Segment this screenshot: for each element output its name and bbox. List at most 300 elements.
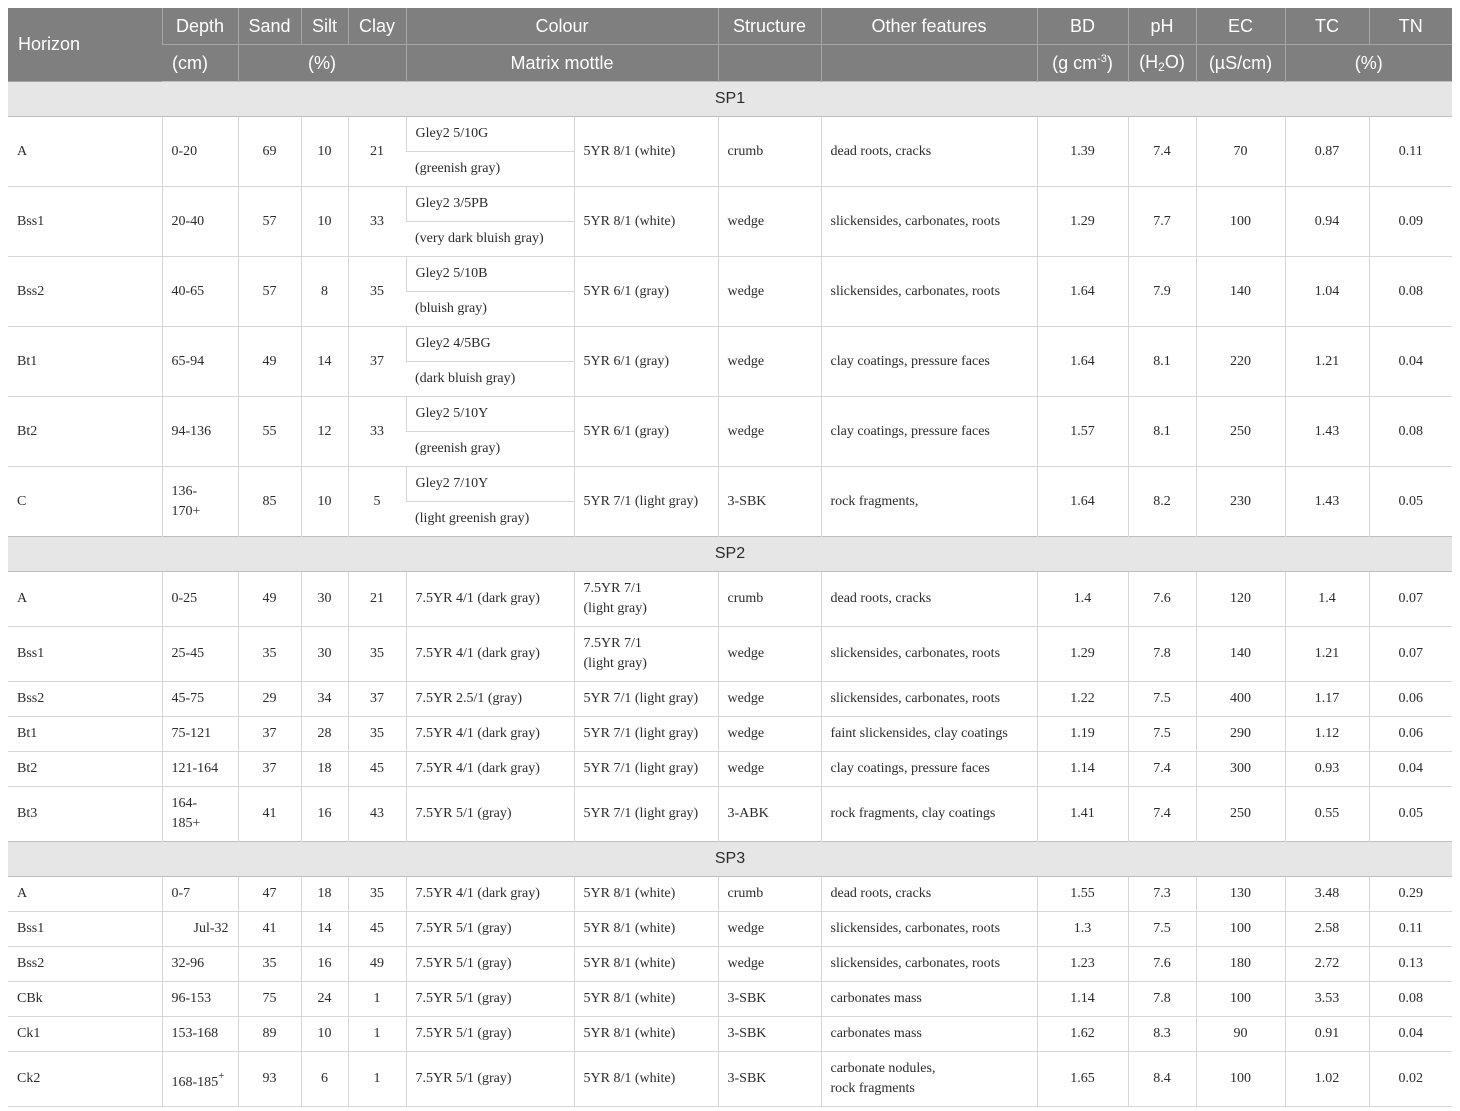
cell-tc: 1.17 xyxy=(1285,682,1369,717)
cell-mottle: 5YR 8/1 (white) xyxy=(574,912,718,947)
cell-ec: 230 xyxy=(1196,467,1285,537)
cell-other: clay coatings, pressure faces xyxy=(821,752,1037,787)
cell-mottle: 5YR 6/1 (gray) xyxy=(574,257,718,327)
cell-structure: 3-SBK xyxy=(718,467,821,537)
cell-tn: 0.07 xyxy=(1369,572,1452,627)
cell-sand: 35 xyxy=(238,627,301,682)
cell-matrix: 7.5YR 5/1 (gray) xyxy=(406,1017,574,1052)
cell-structure: crumb xyxy=(718,117,821,187)
header-ph: pH xyxy=(1128,8,1196,45)
header-colour: Colour xyxy=(406,8,718,45)
cell-mottle: 5YR 8/1 (white) xyxy=(574,947,718,982)
cell-silt: 16 xyxy=(301,787,348,842)
cell-tn: 0.08 xyxy=(1369,397,1452,467)
cell-bd: 1.22 xyxy=(1037,682,1128,717)
cell-mottle: 5YR 8/1 (white) xyxy=(574,982,718,1017)
cell-other: rock fragments, xyxy=(821,467,1037,537)
cell-other: faint slickensides, clay coatings xyxy=(821,717,1037,752)
cell-horizon: Bt1 xyxy=(8,327,162,397)
cell-tn: 0.11 xyxy=(1369,912,1452,947)
cell-clay: 35 xyxy=(348,877,406,912)
cell-matrix-name: (bluish gray) xyxy=(406,292,574,327)
cell-clay: 5 xyxy=(348,467,406,537)
cell-clay: 43 xyxy=(348,787,406,842)
cell-ec: 250 xyxy=(1196,397,1285,467)
cell-other: slickensides, carbonates, roots xyxy=(821,187,1037,257)
header-texture-unit: (%) xyxy=(238,45,406,82)
section-row-sp1 xyxy=(8,82,1452,117)
soil-properties-table xyxy=(8,8,1452,1107)
cell-tn: 0.06 xyxy=(1369,717,1452,752)
cell-clay: 33 xyxy=(348,397,406,467)
cell-mottle: 7.5YR 7/1 (light gray) xyxy=(574,627,718,682)
cell-ph: 7.3 xyxy=(1128,877,1196,912)
cell-ec: 140 xyxy=(1196,627,1285,682)
cell-other: rock fragments, clay coatings xyxy=(821,787,1037,842)
header-tctn-unit: (%) xyxy=(1285,45,1452,82)
cell-silt: 6 xyxy=(301,1052,348,1107)
cell-tc: 0.91 xyxy=(1285,1017,1369,1052)
cell-tn: 0.04 xyxy=(1369,327,1452,397)
cell-tc: 2.72 xyxy=(1285,947,1369,982)
cell-tn: 0.13 xyxy=(1369,947,1452,982)
cell-mottle: 5YR 8/1 (white) xyxy=(574,1017,718,1052)
cell-matrix-code: Gley2 3/5PB xyxy=(406,187,574,222)
table-row xyxy=(8,397,1452,432)
cell-bd: 1.3 xyxy=(1037,912,1128,947)
cell-horizon: C xyxy=(8,467,162,537)
cell-depth: 75-121 xyxy=(162,717,238,752)
cell-clay: 21 xyxy=(348,572,406,627)
section-label: SP1 xyxy=(8,82,1452,117)
cell-mottle: 5YR 7/1 (light gray) xyxy=(574,752,718,787)
header-clay: Clay xyxy=(348,8,406,45)
cell-bd: 1.4 xyxy=(1037,572,1128,627)
cell-structure: wedge xyxy=(718,717,821,752)
cell-depth: 164- 185+ xyxy=(162,787,238,842)
cell-silt: 10 xyxy=(301,467,348,537)
cell-mottle: 5YR 7/1 (light gray) xyxy=(574,682,718,717)
cell-mottle: 5YR 8/1 (white) xyxy=(574,877,718,912)
header-horizon: Horizon xyxy=(8,8,162,82)
cell-silt: 34 xyxy=(301,682,348,717)
cell-structure: wedge xyxy=(718,947,821,982)
cell-matrix-name: (greenish gray) xyxy=(406,152,574,187)
cell-tc: 1.4 xyxy=(1285,572,1369,627)
table-row xyxy=(8,1052,1452,1107)
cell-clay: 1 xyxy=(348,1052,406,1107)
table-row xyxy=(8,117,1452,152)
cell-horizon: CBk xyxy=(8,982,162,1017)
cell-sand: 29 xyxy=(238,682,301,717)
cell-tc: 1.43 xyxy=(1285,467,1369,537)
table-row xyxy=(8,187,1452,222)
cell-depth: 0-25 xyxy=(162,572,238,627)
cell-sand: 41 xyxy=(238,912,301,947)
cell-tn: 0.08 xyxy=(1369,257,1452,327)
header-other-features: Other features xyxy=(821,8,1037,45)
cell-sand: 57 xyxy=(238,257,301,327)
cell-mottle: 5YR 7/1 (light gray) xyxy=(574,467,718,537)
section-label: SP2 xyxy=(8,537,1452,572)
header-depth-unit: (cm) xyxy=(162,45,238,82)
cell-clay: 35 xyxy=(348,257,406,327)
header-ec-unit: (µS/cm) xyxy=(1196,45,1285,82)
cell-tc: 1.43 xyxy=(1285,397,1369,467)
cell-ec: 290 xyxy=(1196,717,1285,752)
table-container xyxy=(8,8,1452,1107)
cell-tc: 1.12 xyxy=(1285,717,1369,752)
cell-tn: 0.29 xyxy=(1369,877,1452,912)
cell-tc: 2.58 xyxy=(1285,912,1369,947)
cell-matrix-code: Gley2 5/10B xyxy=(406,257,574,292)
cell-tc: 3.53 xyxy=(1285,982,1369,1017)
cell-matrix: 7.5YR 4/1 (dark gray) xyxy=(406,627,574,682)
cell-sand: 55 xyxy=(238,397,301,467)
cell-ph: 7.6 xyxy=(1128,572,1196,627)
cell-other: carbonates mass xyxy=(821,982,1037,1017)
cell-clay: 1 xyxy=(348,982,406,1017)
header-structure-blank xyxy=(718,45,821,82)
table-row xyxy=(8,982,1452,1017)
cell-horizon: A xyxy=(8,572,162,627)
cell-ph: 7.6 xyxy=(1128,947,1196,982)
cell-tn: 0.04 xyxy=(1369,752,1452,787)
cell-ph: 8.2 xyxy=(1128,467,1196,537)
cell-clay: 35 xyxy=(348,627,406,682)
header-other-blank xyxy=(821,45,1037,82)
table-header xyxy=(8,8,1452,82)
cell-clay: 37 xyxy=(348,682,406,717)
cell-silt: 18 xyxy=(301,877,348,912)
cell-clay: 45 xyxy=(348,752,406,787)
cell-other: slickensides, carbonates, roots xyxy=(821,682,1037,717)
cell-other: dead roots, cracks xyxy=(821,117,1037,187)
cell-bd: 1.14 xyxy=(1037,982,1128,1017)
cell-silt: 10 xyxy=(301,117,348,187)
cell-silt: 30 xyxy=(301,627,348,682)
cell-ph: 7.8 xyxy=(1128,982,1196,1017)
cell-sand: 69 xyxy=(238,117,301,187)
cell-bd: 1.64 xyxy=(1037,327,1128,397)
cell-ec: 130 xyxy=(1196,877,1285,912)
cell-clay: 37 xyxy=(348,327,406,397)
cell-depth: 32-96 xyxy=(162,947,238,982)
cell-ec: 100 xyxy=(1196,912,1285,947)
header-structure: Structure xyxy=(718,8,821,45)
cell-matrix-code: Gley2 4/5BG xyxy=(406,327,574,362)
cell-horizon: A xyxy=(8,877,162,912)
cell-sand: 49 xyxy=(238,327,301,397)
cell-horizon: A xyxy=(8,117,162,187)
cell-ph: 7.5 xyxy=(1128,717,1196,752)
cell-bd: 1.64 xyxy=(1037,467,1128,537)
cell-mottle: 5YR 8/1 (white) xyxy=(574,117,718,187)
cell-ec: 90 xyxy=(1196,1017,1285,1052)
cell-matrix: 7.5YR 5/1 (gray) xyxy=(406,912,574,947)
cell-depth: Jul-32 xyxy=(162,912,238,947)
table-row xyxy=(8,627,1452,682)
cell-matrix-name: (greenish gray) xyxy=(406,432,574,467)
cell-depth: 0-20 xyxy=(162,117,238,187)
cell-matrix: 7.5YR 2.5/1 (gray) xyxy=(406,682,574,717)
table-row xyxy=(8,787,1452,842)
cell-bd: 1.57 xyxy=(1037,397,1128,467)
cell-ph: 7.8 xyxy=(1128,627,1196,682)
cell-ec: 100 xyxy=(1196,1052,1285,1107)
cell-structure: crumb xyxy=(718,877,821,912)
cell-other: slickensides, carbonates, roots xyxy=(821,912,1037,947)
table-row xyxy=(8,327,1452,362)
cell-sand: 41 xyxy=(238,787,301,842)
section-row-sp3 xyxy=(8,842,1452,877)
cell-depth: 25-45 xyxy=(162,627,238,682)
cell-tn: 0.05 xyxy=(1369,787,1452,842)
cell-structure: wedge xyxy=(718,627,821,682)
cell-mottle: 5YR 8/1 (white) xyxy=(574,1052,718,1107)
cell-silt: 10 xyxy=(301,187,348,257)
cell-other: slickensides, carbonates, roots xyxy=(821,947,1037,982)
cell-sand: 35 xyxy=(238,947,301,982)
cell-ph: 7.5 xyxy=(1128,912,1196,947)
cell-bd: 1.23 xyxy=(1037,947,1128,982)
cell-structure: wedge xyxy=(718,187,821,257)
cell-other: carbonate nodules, rock fragments xyxy=(821,1052,1037,1107)
cell-matrix-code: Gley2 5/10Y xyxy=(406,397,574,432)
cell-structure: 3-SBK xyxy=(718,982,821,1017)
cell-clay: 1 xyxy=(348,1017,406,1052)
cell-ec: 300 xyxy=(1196,752,1285,787)
header-ph-unit: $(H_2O)$ xyxy=(1128,45,1196,82)
cell-bd: 1.64 xyxy=(1037,257,1128,327)
cell-silt: 8 xyxy=(301,257,348,327)
cell-matrix-name: (dark bluish gray) xyxy=(406,362,574,397)
cell-sand: 57 xyxy=(238,187,301,257)
cell-ec: 180 xyxy=(1196,947,1285,982)
header-ec: EC xyxy=(1196,8,1285,45)
cell-depth: 168-185+ xyxy=(162,1052,238,1107)
cell-ec: 100 xyxy=(1196,187,1285,257)
header-bd-unit: (g $cm^{-3}$) xyxy=(1037,45,1128,82)
cell-bd: 1.39 xyxy=(1037,117,1128,187)
cell-horizon: Ck1 xyxy=(8,1017,162,1052)
cell-silt: 14 xyxy=(301,327,348,397)
cell-ec: 400 xyxy=(1196,682,1285,717)
cell-matrix-code: Gley2 5/10G xyxy=(406,117,574,152)
cell-depth: 153-168 xyxy=(162,1017,238,1052)
cell-sand: 89 xyxy=(238,1017,301,1052)
cell-depth: 45-75 xyxy=(162,682,238,717)
table-body xyxy=(8,82,1452,1107)
cell-depth: 94-136 xyxy=(162,397,238,467)
cell-tn: 0.11 xyxy=(1369,117,1452,187)
table-row xyxy=(8,682,1452,717)
cell-bd: 1.55 xyxy=(1037,877,1128,912)
table-row xyxy=(8,717,1452,752)
table-row xyxy=(8,947,1452,982)
header-silt: Silt xyxy=(301,8,348,45)
cell-silt: 30 xyxy=(301,572,348,627)
cell-sand: 47 xyxy=(238,877,301,912)
cell-ph: 7.9 xyxy=(1128,257,1196,327)
cell-sand: 93 xyxy=(238,1052,301,1107)
cell-tc: 0.55 xyxy=(1285,787,1369,842)
cell-ec: 220 xyxy=(1196,327,1285,397)
cell-bd: 1.29 xyxy=(1037,187,1128,257)
cell-matrix-code: Gley2 7/10Y xyxy=(406,467,574,502)
cell-silt: 24 xyxy=(301,982,348,1017)
cell-sand: 37 xyxy=(238,717,301,752)
table-row xyxy=(8,912,1452,947)
cell-tc: 0.87 xyxy=(1285,117,1369,187)
cell-matrix: 7.5YR 4/1 (dark gray) xyxy=(406,752,574,787)
cell-tn: 0.08 xyxy=(1369,982,1452,1017)
cell-ec: 250 xyxy=(1196,787,1285,842)
cell-other: clay coatings, pressure faces xyxy=(821,327,1037,397)
cell-horizon: Bt1 xyxy=(8,717,162,752)
cell-ph: 8.1 xyxy=(1128,327,1196,397)
cell-ec: 100 xyxy=(1196,982,1285,1017)
cell-tn: 0.02 xyxy=(1369,1052,1452,1107)
cell-bd: 1.29 xyxy=(1037,627,1128,682)
cell-sand: 49 xyxy=(238,572,301,627)
cell-sand: 85 xyxy=(238,467,301,537)
cell-ph: 8.1 xyxy=(1128,397,1196,467)
cell-other: dead roots, cracks xyxy=(821,572,1037,627)
cell-horizon: Bss2 xyxy=(8,257,162,327)
cell-horizon: Bss1 xyxy=(8,912,162,947)
cell-tn: 0.05 xyxy=(1369,467,1452,537)
cell-depth: 121-164 xyxy=(162,752,238,787)
cell-matrix: 7.5YR 5/1 (gray) xyxy=(406,947,574,982)
cell-bd: 1.65 xyxy=(1037,1052,1128,1107)
cell-silt: 12 xyxy=(301,397,348,467)
cell-tn: 0.04 xyxy=(1369,1017,1452,1052)
cell-clay: 45 xyxy=(348,912,406,947)
cell-mottle: 5YR 6/1 (gray) xyxy=(574,327,718,397)
cell-matrix: 7.5YR 5/1 (gray) xyxy=(406,1052,574,1107)
cell-silt: 14 xyxy=(301,912,348,947)
cell-bd: 1.41 xyxy=(1037,787,1128,842)
cell-mottle: 7.5YR 7/1 (light gray) xyxy=(574,572,718,627)
cell-ph: 7.7 xyxy=(1128,187,1196,257)
header-tc: TC xyxy=(1285,8,1369,45)
cell-matrix: 7.5YR 5/1 (gray) xyxy=(406,982,574,1017)
cell-horizon: Bss2 xyxy=(8,682,162,717)
cell-tn: 0.09 xyxy=(1369,187,1452,257)
cell-sand: 75 xyxy=(238,982,301,1017)
cell-structure: wedge xyxy=(718,397,821,467)
cell-tc: 1.21 xyxy=(1285,327,1369,397)
cell-structure: 3-ABK xyxy=(718,787,821,842)
cell-depth: 65-94 xyxy=(162,327,238,397)
cell-matrix: 7.5YR 4/1 (dark gray) xyxy=(406,877,574,912)
cell-bd: 1.14 xyxy=(1037,752,1128,787)
cell-depth: 20-40 xyxy=(162,187,238,257)
cell-structure: wedge xyxy=(718,752,821,787)
cell-tc: 3.48 xyxy=(1285,877,1369,912)
cell-structure: crumb xyxy=(718,572,821,627)
cell-tc: 1.21 xyxy=(1285,627,1369,682)
cell-matrix: 7.5YR 5/1 (gray) xyxy=(406,787,574,842)
cell-ph: 7.4 xyxy=(1128,787,1196,842)
cell-tc: 1.02 xyxy=(1285,1052,1369,1107)
cell-ph: 8.4 xyxy=(1128,1052,1196,1107)
section-label: SP3 xyxy=(8,842,1452,877)
table-row xyxy=(8,1017,1452,1052)
header-tn: TN xyxy=(1369,8,1452,45)
cell-horizon: Bt3 xyxy=(8,787,162,842)
cell-ec: 120 xyxy=(1196,572,1285,627)
table-row xyxy=(8,257,1452,292)
cell-ec: 70 xyxy=(1196,117,1285,187)
cell-other: slickensides, carbonates, roots xyxy=(821,627,1037,682)
cell-matrix-name: (very dark bluish gray) xyxy=(406,222,574,257)
table-row xyxy=(8,572,1452,627)
cell-clay: 33 xyxy=(348,187,406,257)
cell-mottle: 5YR 6/1 (gray) xyxy=(574,397,718,467)
cell-tn: 0.06 xyxy=(1369,682,1452,717)
cell-bd: 1.62 xyxy=(1037,1017,1128,1052)
cell-matrix: 7.5YR 4/1 (dark gray) xyxy=(406,717,574,752)
cell-silt: 10 xyxy=(301,1017,348,1052)
cell-structure: 3-SBK xyxy=(718,1052,821,1107)
cell-silt: 18 xyxy=(301,752,348,787)
cell-bd: 1.19 xyxy=(1037,717,1128,752)
cell-mottle: 5YR 8/1 (white) xyxy=(574,187,718,257)
cell-other: dead roots, cracks xyxy=(821,877,1037,912)
cell-horizon: Bss1 xyxy=(8,187,162,257)
cell-structure: 3-SBK xyxy=(718,1017,821,1052)
table-row xyxy=(8,752,1452,787)
cell-depth: 96-153 xyxy=(162,982,238,1017)
section-row-sp2 xyxy=(8,537,1452,572)
header-bd: BD xyxy=(1037,8,1128,45)
cell-matrix: 7.5YR 4/1 (dark gray) xyxy=(406,572,574,627)
cell-other: clay coatings, pressure faces xyxy=(821,397,1037,467)
cell-clay: 49 xyxy=(348,947,406,982)
cell-horizon: Ck2 xyxy=(8,1052,162,1107)
cell-depth: 40-65 xyxy=(162,257,238,327)
cell-other: slickensides, carbonates, roots xyxy=(821,257,1037,327)
cell-horizon: Bss2 xyxy=(8,947,162,982)
cell-structure: wedge xyxy=(718,257,821,327)
cell-ph: 7.4 xyxy=(1128,752,1196,787)
cell-matrix-name: (light greenish gray) xyxy=(406,502,574,537)
cell-ph: 7.4 xyxy=(1128,117,1196,187)
cell-tc: 1.04 xyxy=(1285,257,1369,327)
cell-tc: 0.93 xyxy=(1285,752,1369,787)
cell-sand: 37 xyxy=(238,752,301,787)
table-row xyxy=(8,877,1452,912)
header-sand: Sand xyxy=(238,8,301,45)
header-colour-sub: Matrix mottle xyxy=(406,45,718,82)
cell-depth: 136- 170+ xyxy=(162,467,238,537)
cell-structure: wedge xyxy=(718,682,821,717)
header-depth: Depth xyxy=(162,8,238,45)
cell-silt: 28 xyxy=(301,717,348,752)
cell-other: carbonates mass xyxy=(821,1017,1037,1052)
table-row xyxy=(8,467,1452,502)
cell-ec: 140 xyxy=(1196,257,1285,327)
cell-clay: 21 xyxy=(348,117,406,187)
cell-mottle: 5YR 7/1 (light gray) xyxy=(574,787,718,842)
cell-mottle: 5YR 7/1 (light gray) xyxy=(574,717,718,752)
cell-ph: 7.5 xyxy=(1128,682,1196,717)
cell-horizon: Bt2 xyxy=(8,397,162,467)
cell-silt: 16 xyxy=(301,947,348,982)
cell-horizon: Bt2 xyxy=(8,752,162,787)
